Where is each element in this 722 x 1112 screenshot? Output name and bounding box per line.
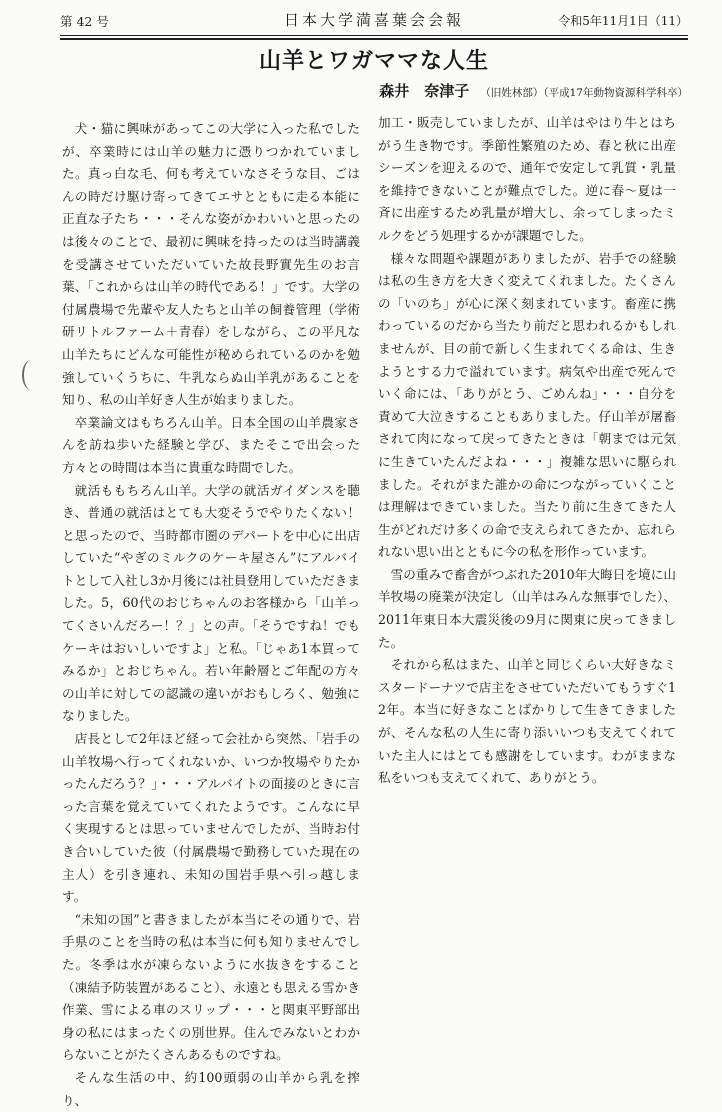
- paragraph: “未知の国”と書きましたが本当にその通りで、岩手県のことを当時の私は本当に何も知りませんでした。冬季は水が凍らないように水抜きをすること（凍結予防装置があること）、永遠とも思える雪かき作業、雪による車のスリップ・・・と関東平野部出身の私にはまったくの別世界。住んでみないとわからないことがたくさんあるものですね。: [62, 911, 360, 1063]
- author-affiliation: （旧姓林部）（平成17年動物資源科学科卒）: [480, 87, 688, 99]
- paragraph-continued: 加工・販売していましたが、山羊はやはり牛とはちがう生き物です。季節性繁殖のため、春と秋に出産シーズンを迎えるので、通年で安定して乳質・乳量を維持できないことが難点でした。逆に春～夏は一斉に出産するため乳量が増大し、余ってしまったミルクをどう処理するかが課題でした。: [378, 115, 676, 243]
- binder-hole-mark: [22, 360, 40, 390]
- header-rule-thin: [60, 35, 688, 36]
- page-header: [60, 6, 688, 42]
- article-column-left: [62, 118, 360, 1112]
- article-column-right: [378, 112, 676, 790]
- newspaper-name: 日本大学満喜葉会会報: [283, 11, 464, 29]
- article-title: 山羊とワガママな人生: [258, 48, 489, 74]
- issue-number: 第 42 号: [60, 14, 109, 29]
- header-rule-thick: [60, 38, 688, 40]
- paragraph: 犬・猫に興味があってこの大学に入った私でしたが、卒業時には山羊の魅力に憑りつかれていました。真っ白な毛、何も考えていなさそうな目、ごはんの時だけ駆け寄ってきてエサとともに走る本能に正直な子たち・・・そんな姿がかわいいと思ったのは後々のことで、最初に興味を持ったのは当時講義を受講させていただいていた故長野實先生のお言葉、「これからは山羊の時代である！」です。大学の付属農場で先輩や友人たちと山羊の飼養管理（学術研リトルファーム＋青春）をしながら、この平凡な山羊たちにどんな可能性が秘められているのかを勉強していくうちに、牛乳ならぬ山羊乳があることを知り、私の山羊好き人生が始まりました。: [62, 121, 360, 408]
- paragraph: 雪の重みで畜舎がつぶれた2010年大晦日を境に山羊牧場の廃業が決定し（山羊はみんな無事でした）、2011年東日本大震災後の9月に関東に戻ってきました。: [378, 566, 676, 650]
- paragraph: そんな生活の中、約100頭弱の山羊から乳を搾り、: [62, 1069, 360, 1108]
- paragraph: 様々な問題や課題がありましたが、岩手での経験は私の生き方を大きく変えてくれました。たくさんの「いのち」が心に深く刻まれています。畜産に携わっているのだから当たり前だと思われるかもしれませんが、目の前で新しく生まれてくる命は、生きようとする力で溢れています。病気や出産で死んでいく命には、「ありがとう、ごめんね」・・・自分を責めて大泣きすることもありました。仔山羊が屠畜されて肉になって戻ってきたときは「朝までは元気に生きていたんだよね・・・」複雑な思いに駆られました。それがまた誰かの命につながっていくことは理解はできていました。当たり前に生きてきた人生がどれだけ多くの命で支えられてきたか、忘れられない思い出とともに今の私を形作っています。: [378, 250, 676, 560]
- paragraph: 就活ももちろん山羊。大学の就活ガイダンスを聴き、普通の就活はとても大変そうでやりたくない！と思ったので、当時都市圏のデパートを中心に出店していた“やぎのミルクのケーキ屋さん”にアルバイトとして入社し3か月後には社員登用していただきました。5，60代のおじちゃんのお客様から「山羊ってくさいんだろー！？」との声。「そうですね！でもケーキはおいしいですよ」と私。「じゃあ1本買ってみるか」とおじちゃん。若い年齢層とご年配の方々の山羊に対しての認識の違いがおもしろく、勉強になりました。: [62, 482, 360, 724]
- paragraph: それから私はまた、山羊と同じくらい大好きなミスタードーナツで店主をさせていただいてもうすぐ12年。本当に好きなことばかりして生きてきましたが、そんな私の人生に寄り添いいつも支えてくれていた主人にはとても感謝をしています。わがままな私をいつも支えてくれて、ありがとう。: [378, 657, 676, 786]
- author-name: 森井 奈津子: [379, 82, 470, 100]
- paragraph: 卒業論文はもちろん山羊。日本全国の山羊農家さんを訪ね歩いた経験と学び、またそこで出会った方々との時間は本当に貴重な時間でした。: [62, 414, 360, 475]
- byline: [379, 80, 688, 101]
- paragraph: 店長として2年ほど経って会社から突然、「岩手の山羊牧場へ行ってくれないか、いつか牧場やりたかったんだろう？」・・・アルバイトの面接のときに言った言葉を覚えていてくれたようです。こんなに早く実現するとは思っていませんでしたが、当時お付き合いしていた彼（付属農場で勤務していた現在の主人）を引き連れ、未知の国岩手県へ引っ越します。: [62, 731, 360, 905]
- issue-date: 令和5年11月1日（11）: [558, 14, 688, 28]
